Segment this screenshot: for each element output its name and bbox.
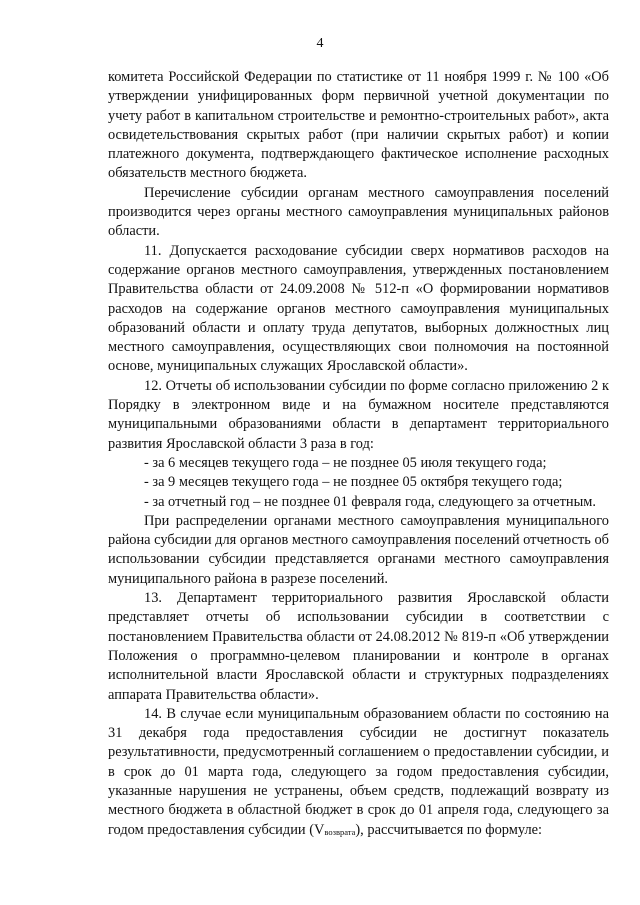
paragraph-item-14-text: 14. В случае если муниципальным образованием области по состоянию на 31 декабря года предоставления субсидии не достигнут показатель результативности, предусмотренный соглашением о предоставлении субсидии, и в срок до 01 марта года, следующего за годом предоставления субсидии, указанные нарушения не устранены, объем средств, подлежащий возврату из местного бюджета в областной бюджет в срок до 01 апреля года, следующего за годом предоставления субсидии (V: [108, 705, 609, 838]
body-text: [108, 68, 609, 842]
paragraph-item-14: [108, 705, 609, 842]
formula-subscript: возврата: [324, 826, 356, 837]
list-item-6-months: - за 6 месяцев текущего года – не позднее 05 июля текущего года;: [144, 454, 547, 471]
paragraph-item-13: 13. Департамент территориального развития Ярославской области представляет отчеты об использовании субсидии в соответствии с постановлением Правительства области от 24.08.2012 № 819-п «Об утверждении Положения о программно-целевом планировании и контроле в органах исполнительной власти Ярославской области и структурных подразделениях аппарата Правительства области».: [108, 590, 609, 703]
paragraph-subsidy-transfer: Перечисление субсидии органам местного самоуправления поселений производится через органы местного самоуправления муниципальных районов области.: [108, 184, 609, 240]
list-item-9-months: - за 9 месяцев текущего года – не позднее 05 октября текущего года;: [144, 474, 563, 491]
paragraph-item-14-tail: ), рассчитывается по формуле:: [355, 821, 543, 838]
paragraph-item-12: 12. Отчеты об использовании субсидии по форме согласно приложению 2 к Порядку в электронном виде и на бумажном носителе представляются муниципальными образованиями области в департамент территориального развития Ярославской области 3 раза в год:: [108, 377, 609, 452]
page-number: 4: [316, 36, 324, 51]
paragraph-item-11: 11. Допускается расходование субсидии сверх нормативов расходов на содержание органов местного самоуправления, утвержденных постановлением Правительства области от 24.09.2008 № 512-п «О формировании нормативов расходов на содержание органов местного самоуправления муниципальных образований области и оплату труда депутатов, выборных должностных лиц местного самоуправления, осуществляющих свои полномочия на постоянной основе, муниципальных служащих Ярославской области».: [108, 242, 609, 375]
paragraph-distribution: При распределении органами местного самоуправления муниципального района субсидии для органов местного самоуправления поселений отчетность об использовании субсидии представляется органами местного самоуправления муниципального района в разрезе поселений.: [108, 512, 609, 587]
paragraph-continuation: комитета Российской Федерации по статистике от 11 ноября 1999 г. № 100 «Об утверждении унифицированных форм первичной учетной документации по учету работ в капитальном строительстве и ремонтно-строительных работ», акта освидетельствования скрытых работ (при наличии скрытых работ) и копии платежного документа, подтверждающего фактическое исполнение расходных обязательств местного бюджета.: [108, 69, 609, 182]
list-item-reporting-year: - за отчетный год – не позднее 01 февраля года, следующего за отчетным.: [144, 493, 596, 510]
